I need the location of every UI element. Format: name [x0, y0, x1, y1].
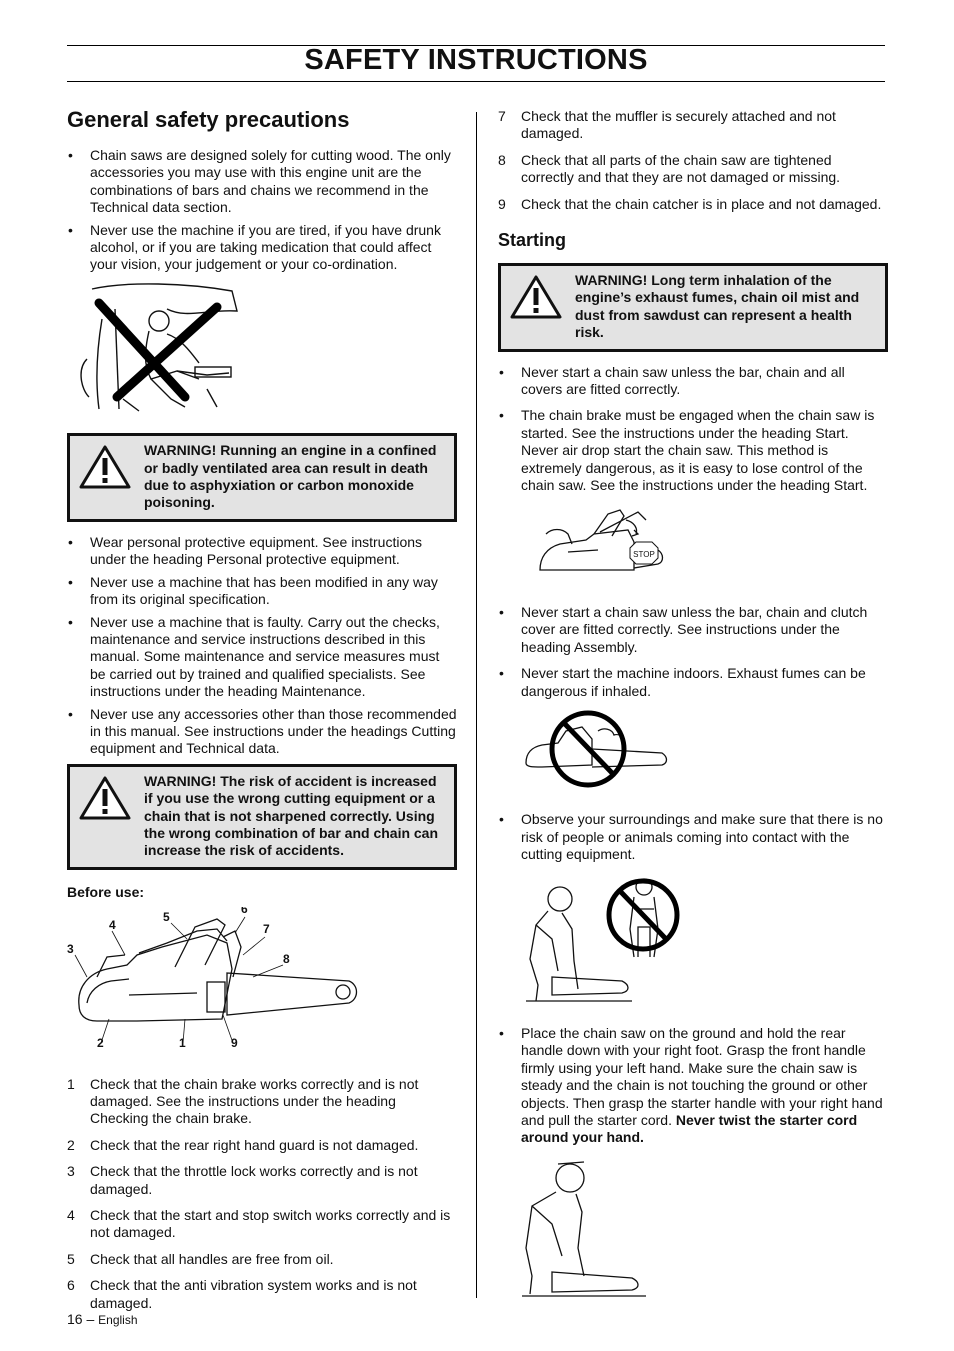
section-heading-starting: Starting [498, 230, 567, 251]
list-item: • Never use the machine if you are tired, if you have drunk alcohol, or if you are taking medication that could affect your vision, your judgement or your co-ordination. [67, 222, 457, 274]
starting-list-2 [498, 604, 888, 700]
stop-sign-label: STOP [633, 549, 655, 559]
start-position-illustration [498, 1152, 888, 1302]
list-item: 7 Check that the muffler is securely attached and not damaged. [498, 108, 836, 142]
starting-list-4 [498, 1025, 888, 1147]
tired-operator-figure [67, 279, 247, 419]
page-number: 16 [67, 1311, 83, 1327]
warning-text: WARNING! Long term inhalation of the engine’s exhaust fumes, chain oil mist and dust from sawdust can represent a health risk. [575, 272, 860, 341]
title-rule-bottom [67, 81, 885, 82]
callout-3: 3 [67, 942, 74, 957]
tired-operator-illustration [67, 279, 457, 423]
warning-box-exhaust-fumes [498, 263, 888, 352]
checks-list-left [67, 1076, 457, 1312]
checks-list-right [498, 108, 888, 213]
callout-9: 9 [231, 1036, 238, 1051]
list-item: 4 Check that the start and stop switch works correctly and is not damaged. [67, 1207, 451, 1241]
list-item: 5 Check that all handles are free from oil. [67, 1250, 334, 1267]
list-item: • Never start a chain saw unless the bar, chain and clutch cover are fitted correctly. See instructions under the heading Assembly. [498, 604, 888, 656]
warning-box-confined-area [67, 433, 457, 522]
callout-7: 7 [263, 922, 270, 937]
warning-text: WARNING! The risk of accident is increased if you use the wrong cutting equipment or a chain that is not sharpened correctly. Using the wrong combination of bar and chain can increase the risk of accidents. [144, 772, 439, 859]
list-item: • Chain saws are designed solely for cutting wood. The only accessories you may use with this engine unit are the combinations of bars and chains we recommend in the Technical data section. [67, 147, 457, 217]
chain-brake-figure [538, 504, 668, 582]
warning-triangle-icon [74, 773, 136, 821]
warning-triangle-icon [74, 442, 136, 490]
no-indoor-start-figure [522, 709, 672, 793]
precautions-list-1 [67, 147, 457, 274]
list-item: 6 Check that the anti vibration system works and is not damaged. [67, 1277, 417, 1311]
list-item: 8 Check that all parts of the chain saw are tightened correctly and that they are not damaged or missing. [498, 151, 841, 186]
list-item: • Place the chain saw on the ground and hold the rear handle down with your right foot. Grasp the front handle firmly using your left hand. Make sure the chain saw is steady and the chain is not touching the ground or other objects. Then grasp the starter handle with your right hand and pull the starter cord. Never twist the starter cord around your hand. [498, 1025, 888, 1147]
list-item: • Wear personal protective equipment. See instructions under the heading Personal protective equipment. [67, 534, 457, 569]
list-item: 3 Check that the throttle lock works correctly and is not damaged. [67, 1163, 418, 1197]
list-item: • Observe your surroundings and make sure that there is no risk of people or animals coming into contact with the cutting equipment. [498, 811, 888, 863]
warning-triangle-icon [505, 272, 567, 320]
starter-cord-warning: Never twist the starter cord around your hand. [521, 1112, 858, 1146]
page-footer [67, 1311, 138, 1327]
precautions-list-2 [67, 534, 457, 758]
right-column [498, 108, 888, 1312]
left-column [67, 106, 457, 1321]
chainsaw-parts-diagram [67, 907, 457, 1069]
list-item: 2 Check that the rear right hand guard is not damaged. [67, 1136, 419, 1153]
list-item: • The chain brake must be engaged when the chain saw is started. See the instructions under the heading Start. Never air drop start the chain saw. This method is extremely dangerous, as it is easy to lose control of the chain saw. See the instructions under the heading Start. [498, 407, 888, 494]
before-use-label: Before use: [67, 883, 145, 900]
list-item: 9 Check that the chain catcher is in place and not damaged. [498, 195, 882, 212]
footer-dash: – [86, 1311, 95, 1327]
callout-8: 8 [283, 952, 290, 967]
list-item: • Never use a machine that has been modified in any way from its original specification. [67, 574, 457, 609]
section-heading-general: General safety precautions [67, 107, 350, 132]
list-item: 1 Check that the chain brake works correctly and is not damaged. See the instructions under the heading Checking the chain brake. [67, 1075, 419, 1127]
no-indoor-start-illustration [498, 709, 888, 797]
page-title: SAFETY INSTRUCTIONS [304, 44, 648, 76]
footer-language: English [98, 1313, 138, 1327]
start-position-figure [522, 1152, 652, 1298]
list-item: • Never start a chain saw unless the bar, chain and all covers are fitted correctly. [498, 364, 888, 399]
chain-brake-engaged-illustration [498, 504, 888, 586]
list-item: • Never start the machine indoors. Exhaust fumes can be dangerous if inhaled. [498, 665, 888, 700]
warning-text: WARNING! Running an engine in a confined or badly ventilated area can result in death due to asphyxiation or carbon monoxide poisoning. [144, 442, 437, 511]
callout-6: 6 [241, 907, 248, 917]
starting-list-3 [498, 811, 888, 863]
chainsaw-diagram [67, 907, 367, 1065]
callout-5: 5 [163, 910, 170, 925]
starting-list-1 [498, 364, 888, 495]
callout-1: 1 [179, 1036, 186, 1051]
surroundings-figure [522, 869, 692, 1007]
callout-2: 2 [97, 1036, 104, 1051]
callout-4: 4 [109, 918, 116, 933]
list-item: • Never use a machine that is faulty. Carry out the checks, maintenance and service instructions described in this manual. Some maintenance and service measures must be carried out by trained and qualified specialists. See instructions under the heading Maintenance. [67, 614, 457, 701]
column-divider [476, 112, 477, 1298]
list-item: • Never use any accessories other than those recommended in this manual. See instructions under the headings Cutting equipment and Technical data. [67, 706, 457, 758]
warning-box-cutting-equipment [67, 764, 457, 870]
surroundings-illustration [498, 869, 888, 1011]
